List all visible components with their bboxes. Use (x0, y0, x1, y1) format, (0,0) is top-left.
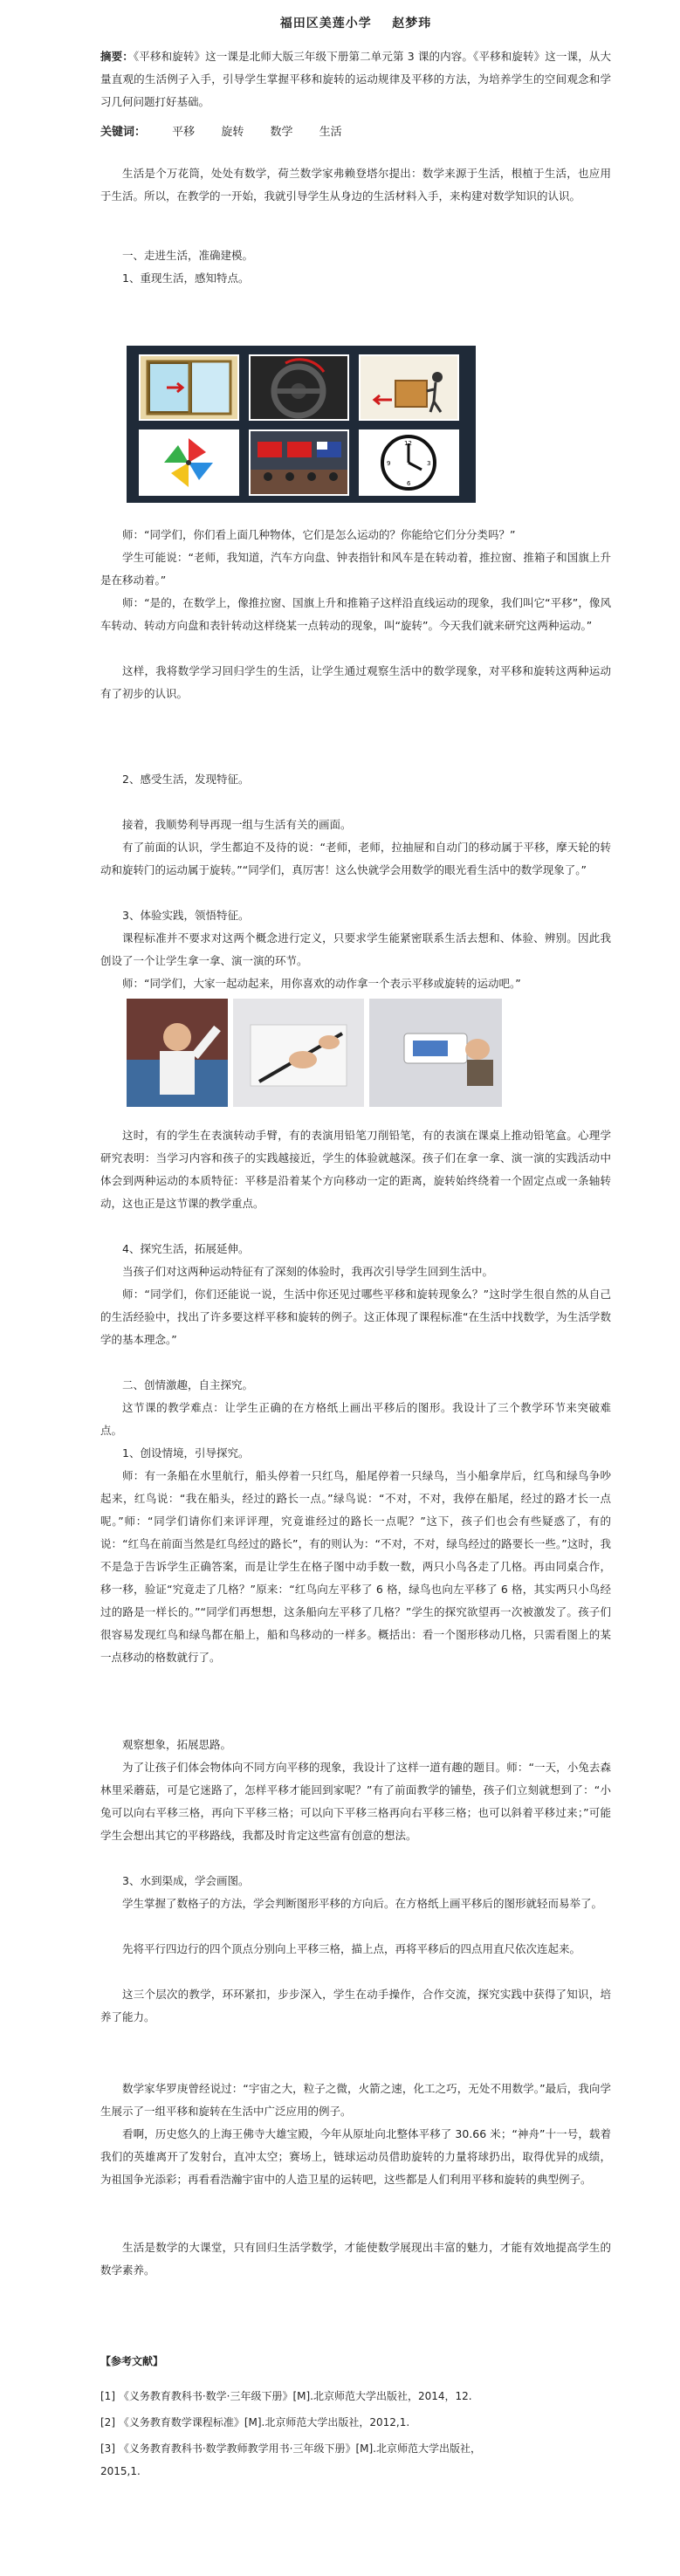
subsection-title: 3、体验实践，领悟特征。 (122, 909, 250, 922)
references-title: 【参考文献】 (100, 2355, 164, 2367)
author-name: 赵梦玮 (392, 17, 432, 31)
paragraph: 生活是数学的大课堂，只有回归生活学数学，才能使数学展现出丰富的魅力，才能有效地提高学生的数学素养。 (100, 2241, 611, 2277)
clock-number: 3 (427, 460, 431, 467)
paragraph: 看啊，历史悠久的上海王佛寺大雄宝殿，今年从原址向北整体平移了 30.66 米；“神舟”十一号，载着我们的英雄离开了发射台，直冲太空；赛场上，链球运动员借助旋转的力量将球扔出，取得优异的成绩，为祖国争光添彩；再看看浩瀚宇宙中的人造卫星的运转吧，这些都是人们利用平移和旋转的典型例子。 (100, 2127, 611, 2186)
paragraph: 为了让孩子们体会物体向不同方向平移的现象，我设计了这样一道有趣的题目。师：“一天，小兔去森林里采蘑菇，可是它迷路了，怎样平移才能回到家呢？”有了前面教学的铺垫，孩子们立刻就想到了：“小兔可以向右平移三格，再向下平移三格；可以向下平移三格再向右平移三格；也可以斜着平移过来；”可能学生会想出其它的平移路线，我都及时肯定这些富有创意的想法。 (100, 1761, 611, 1842)
subsection-title: 2、感受生活，发现特征。 (122, 773, 250, 786)
intro-paragraph: 生活是个万花筒，处处有数学，荷兰数学家弗赖登塔尔提出：数学来源于生活，根植于生活，也应用于生活。所以，在教学的一开始，我就引导学生从身边的生活材料入手，来构建对数学知识的认识。 (100, 167, 611, 203)
clock-number: 12 (404, 440, 412, 447)
paragraph: 当孩子们对这两种运动特征有了深刻的体验时，我再次引导学生回到生活中。 (122, 1265, 494, 1278)
paragraph: 这三个层次的教学，环环紧扣，步步深入，学生在动手操作，合作交流，探究实践中获得了知识，培养了能力。 (100, 1988, 611, 2023)
clock-number: 6 (407, 480, 411, 487)
section-title: 一、走进生活，准确建模。 (122, 249, 254, 262)
pinwheel-photo (139, 429, 239, 496)
reference-item: [2] 《义务教育数学课程标准》[M].北京师范大学出版社，2012,1. (100, 2416, 410, 2428)
keyword: 生活 (319, 126, 342, 139)
steering-wheel-photo (249, 354, 349, 421)
keywords-label: 关键词： (100, 126, 147, 139)
reference-item: [3] 《义务教育教科书·数学教师教学用书·三年级下册》[M].北京师范大学出版社， (100, 2442, 481, 2455)
abstract-text: 《平移和旋转》这一课是北师大版三年级下册第二单元第 3 课的内容。《平移和旋转》这一课，从大量直观的生活例子入手，引导学生掌握平移和旋转的运动规律及平移的方法，为培养学生的空间观念和学习几何问题打好基础。 (100, 50, 611, 108)
classroom-activity-image (127, 999, 502, 1107)
subsection-title: 4、探究生活，拓展延伸。 (122, 1242, 250, 1255)
paragraph: 师：“同学们，你们还能说一说，生活中你还见过哪些平移和旋转现象么？”这时学生很自然的从自己的生活经验中，找出了许多要这样平移和旋转的例子。这正体现了课程标准“在生活中找数学，为生活学数学的基本理念。” (100, 1288, 611, 1346)
pencil-sharpener-photo (233, 999, 364, 1107)
pencil-case-photo (369, 999, 502, 1107)
keyword: 平移 (172, 126, 196, 139)
paragraph: 这节课的教学难点：让学生正确的在方格纸上画出平移后的图形。我设计了三个教学环节来突破难点。 (100, 1401, 611, 1437)
paragraph: 学生可能说：“老师，我知道，汽车方向盘、钟表指针和风车是在转动着，推拉窗、推箱子和国旗上升是在移动着。” (100, 551, 611, 587)
paragraph: 课程标准并不要求对这两个概念进行定义，只要求学生能紧密联系生活去想和、体验、辨别。因此我创设了一个让学生拿一拿、演一演的环节。 (100, 931, 611, 967)
subsection-title: 1、重现生活，感知特点。 (122, 271, 250, 285)
subsection-title: 1、创设情境，引导探究。 (122, 1446, 250, 1460)
paragraph: 学生掌握了数格子的方法，学会判断图形平移的方向后。在方格纸上画平移后的图形就轻而易举了。 (122, 1897, 603, 1910)
keyword: 数学 (270, 126, 293, 139)
paragraph: 有了前面的认识，学生都迫不及待的说：“老师，老师，拉抽屉和自动门的移动属于平移，摩天轮的转动和旋转门的运动属于旋转。”“同学们，真厉害！这么快就学会用数学的眼光看生活中的数学现象了。” (100, 841, 611, 876)
clock-photo (359, 429, 459, 496)
pushing-box-photo (359, 354, 459, 421)
reference-item: [1] 《义务教育教科书·数学·三年级下册》[M].北京师范大学出版社，2014，12. (100, 2390, 472, 2402)
document-page (100, 0, 611, 2576)
abstract-label: 摘要： (100, 50, 134, 63)
paragraph: 数学家华罗庚曾经说过：“宇宙之大，粒子之微，火箭之速，化工之巧，无处不用数学。”最后，我向学生展示了一组平移和旋转在生活中广泛应用的例子。 (100, 2082, 611, 2118)
paragraph: 这时，有的学生在表演转动手臂，有的表演用铅笔刀削铅笔，有的表演在课桌上推动铅笔盒。心理学研究表明：当学习内容和孩子的实践越接近，学生的体验就越深。孩子们在拿一拿、演一演的实践活动中体会到两种运动的本质特征：平移是沿着某个方向移动一定的距离，旋转始终绕着一个固定点或一条轴转动，这也正是这节课的教学重点。 (100, 1129, 611, 1210)
teacher-question: 师：“同学们，大家一起动起来，用你喜欢的动作拿一个表示平移或旋转的运动吧。” (122, 977, 521, 990)
flag-raising-photo (249, 429, 349, 496)
paragraph: 师：“是的，在数学上，像推拉窗、国旗上升和推箱子这样沿直线运动的现象，我们叫它“平移”，像风车转动、转动方向盘和表针转动这样绕某一点转动的现象，叫“旋转”。今天我们就来研究这两种运动。” (100, 596, 611, 632)
motion-examples-image (127, 346, 476, 503)
sliding-window-photo (139, 354, 239, 421)
section-title: 二、创情激趣，自主探究。 (122, 1378, 254, 1391)
clock-number: 9 (387, 460, 391, 467)
paragraph: 师：有一条船在水里航行，船头停着一只红鸟，船尾停着一只绿鸟，当小船拿岸后，红鸟和绿鸟争吵起来，红鸟说：“我在船头，经过的路长一点。”绿鸟说：“不对，不对，我停在船尾，经过的路才长一点呢。”师：“同学们请你们来评评理，究竟谁经过的路长一点呢？”这下，孩子们也会有些疑惑了，有的说：“红鸟在前面当然是红鸟经过的路长”，有的则认为：“不对，不对，绿鸟经过的路要长一些。”这时，我不是急于告诉学生正确答案，而是让学生在格子图中动手数一数，两只小鸟各走了几格。再由同桌合作，移一移，验证“究竟走了几格？”原来：“红鸟向左平移了 6 格，绿鸟也向左平移了 6 格，其实两只小鸟经过的路是一样长的。”“同学们再想想，这条船向左平移了几格？”学生的探究欲望再一次被激发了。孩子们很容易发现红鸟和绿鸟都在船上，船和鸟移动的一样多。概括出：看一个图形移动几格，只需看图上的某一点移动的格数就行了。 (100, 1469, 611, 1664)
keywords-row (100, 122, 365, 139)
paragraph: 这样，我将数学学习回归学生的生活，让学生通过观察生活中的数学现象，对平移和旋转这两种运动有了初步的认识。 (100, 664, 611, 700)
paragraph: 接着，我顺势利导再现一组与生活有关的画面。 (122, 818, 352, 831)
paragraph: 先将平行四边行的四个顶点分别向上平移三格，描上点，再将平移后的四点用直尺依次连起来。 (122, 1942, 581, 1955)
subsection-title: 观察想象，拓展思路。 (122, 1738, 232, 1751)
keyword: 旋转 (221, 126, 244, 139)
student-arm-photo (127, 999, 228, 1107)
teacher-question: 师：“同学们，你们看上面几种物体，它们是怎么运动的？你能给它们分分类吗？” (122, 528, 516, 541)
subsection-title: 3、水到渠成，学会画图。 (122, 1874, 250, 1887)
reference-item: 2015,1. (100, 2465, 141, 2477)
doc-header (100, 14, 611, 31)
school-name: 福田区美莲小学 (279, 17, 372, 31)
abstract (100, 45, 611, 113)
